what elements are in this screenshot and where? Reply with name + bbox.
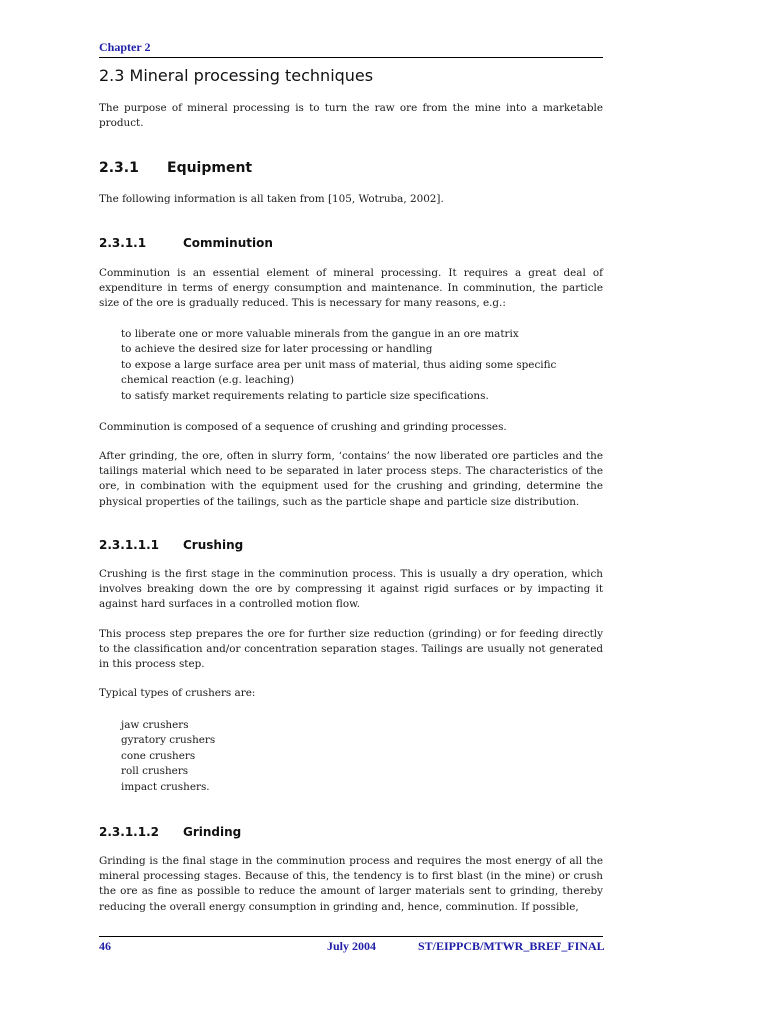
list-item: to liberate one or more valuable minerals from the gangue in an ore matrix <box>121 328 519 340</box>
comminution-paragraph-2: Comminution is composed of a sequence of crushing and grinding processes. <box>99 421 507 433</box>
footer-rule <box>99 936 603 937</box>
list-item: cone crushers <box>121 749 196 762</box>
heading-number: 2.3.1 <box>99 160 139 176</box>
footer-page-number: 46 <box>99 939 111 953</box>
section-title: 2.3 Mineral processing techniques <box>99 66 374 85</box>
crusher-types-list <box>121 718 603 795</box>
list-item: to expose a large surface area per unit mass of material, thus aiding some specific chemical reaction (e.g. leaching) <box>121 358 557 387</box>
equipment-source-paragraph: The following information is all taken from [105, Wotruba, 2002]. <box>99 193 444 205</box>
crushing-paragraph-2: This process step prepares the ore for further size reduction (grinding) or for feeding directly to the classification and/or concentration separation stages. Tailings are usually not generated in this process step. <box>99 628 603 671</box>
heading-equipment <box>99 160 252 176</box>
header-rule <box>99 57 603 58</box>
intro-paragraph: The purpose of mineral processing is to turn the raw ore from the mine into a marketable product. <box>99 102 603 130</box>
comminution-paragraph-1: Comminution is an essential element of mineral processing. It requires a great deal of expenditure in terms of energy consumption and maintenance. In comminution, the particle size of the ore is gradually reduced. This is necessary for many reasons, e.g.: <box>99 267 603 310</box>
list-item: to achieve the desired size for later processing or handling <box>121 343 433 356</box>
list-item: jaw crushers <box>121 719 189 731</box>
list-item: to satisfy market requirements relating to particle size specifications. <box>121 389 489 402</box>
heading-text: Comminution <box>183 236 273 250</box>
heading-text: Grinding <box>183 825 242 839</box>
heading-number: 2.3.1.1.1 <box>99 538 159 552</box>
list-item: impact crushers. <box>121 780 210 793</box>
heading-number: 2.3.1.1 <box>99 236 147 250</box>
comminution-paragraph-3: After grinding, the ore, often in slurry form, ‘contains’ the now liberated ore particles and the tailings material which need to be separated in later process steps. The characteristics of the ore, in combination with the equipment used for the crushing and grinding, determine the physical properties of the tailings, such as the particle shape and particle size distribution. <box>99 450 603 508</box>
heading-text: Equipment <box>167 160 253 176</box>
heading-comminution <box>99 236 273 250</box>
crushing-paragraph-3: Typical types of crushers are: <box>99 687 256 699</box>
footer-date: July 2004 <box>327 939 377 953</box>
heading-text: Crushing <box>183 538 244 552</box>
heading-number: 2.3.1.1.2 <box>99 825 159 839</box>
comminution-reasons-list <box>121 327 603 404</box>
crushing-paragraph-1: Crushing is the first stage in the comminution process. This is usually a dry operation, which involves breaking down the ore by compressing it against rigid surfaces or by impacting it against hard surfaces in a controlled motion flow. <box>99 568 603 611</box>
chapter-header: Chapter 2 <box>99 40 151 54</box>
list-item: roll crushers <box>121 765 189 778</box>
grinding-paragraph-1: Grinding is the final stage in the comminution process and requires the most energy of all the mineral processing stages. Because of this, the tendency is to first blast (in the mine) or crush the ore as fine as possible to reduce the amount of larger materials sent to grinding, thereby reducing the overall energy consumption in grinding and, hence, comminution. If possible, <box>99 855 603 913</box>
heading-crushing <box>99 538 243 552</box>
list-item: gyratory crushers <box>121 734 216 747</box>
heading-grinding <box>99 825 241 839</box>
footer-document-id: ST/EIPPCB/MTWR_BREF_FINAL <box>418 939 605 953</box>
